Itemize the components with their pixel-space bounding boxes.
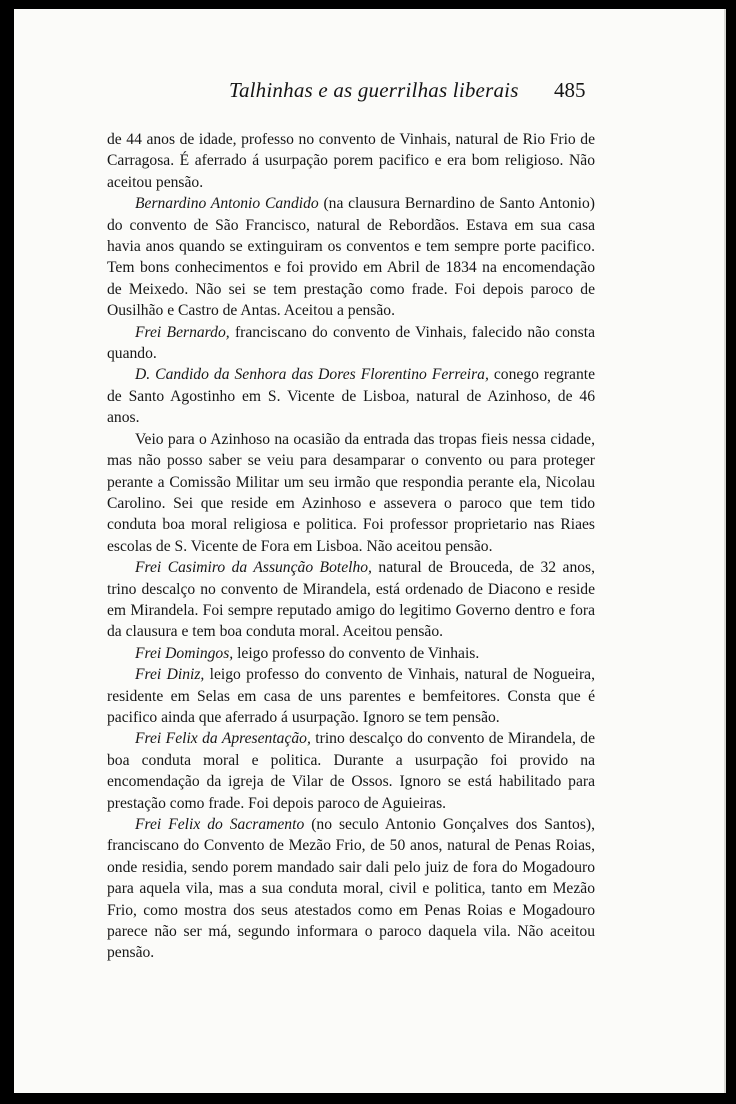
paragraph-3 [107,322,595,365]
paragraph-text: leigo professo do convento de Vinhais. [233,644,480,662]
page-header [14,78,724,108]
entry-name: Frei Casimiro da Assunção Botelho, [135,559,372,577]
page-body [107,129,595,964]
page-number: 485 [554,78,586,102]
entry-name: Frei Diniz, [135,666,205,684]
paragraph-text: trino descalço do convento de Mirandela, de boa conduta moral e politica. Durante a usurpação foi provido na encomendação da igreja de Vilar de Ossos. Ignoro se está habilitado para prestação como frade. Foi depois paroco de Aguieiras. [107,730,596,812]
paragraph-text: natural de Brouceda, de 32 anos, trino descalço no convento de Mirandela, está ordenado de Diacono e reside em Mirandela. Foi sempre reputado amigo do legitimo Governo dentro e fora da clausura e tem boa conduta moral. Aceitou pensão. [107,559,596,641]
paragraph-5 [107,429,595,557]
book-page [14,9,726,1093]
paragraph-text: franciscano do convento de Vinhais, falecido não consta quando. [107,323,596,363]
paragraph-text: (na clausura Bernardino de Santo Antonio) do convento de São Francisco, natural de Rebordãos. Estava em sua casa havia anos quando se extinguiram os conventos e tem sempre porte pacifico. Tem bons conhecimentos e foi provido em Abril de 1834 na encomendação de Meixedo. Não sei se tem prestação como frade. Foi depois paroco de Ousilhão e Castro de Antas. Aceitou a pensão. [107,195,595,320]
entry-name: Frei Felix do Sacramento [135,816,305,833]
paragraph-7 [107,643,595,664]
paragraph-text: Veio para o Azinhoso na ocasião da entrada das tropas fieis nessa cidade, mas não posso saber se veiu para desamparar o convento ou para proteger perante a Comissão Militar um seu irmão que respondia perante ela, Nicolau Carolino. Sei que reside em Azinhoso e assevera o paroco que tem tido conduta boa moral religiosa e politica. Foi professor proprietario nas Riaes escolas de S. Vicente de Fora em Lisboa. Não aceitou pensão. [107,430,595,555]
paragraph-text: conego regrante de Santo Agostinho em S. Vicente de Lisboa, natural de Azinhoso, de 46 anos. [107,366,596,427]
paragraph-6 [107,557,595,643]
paragraph-4 [107,364,595,428]
entry-name: Frei Domingos, [135,644,234,662]
paragraph-text: leigo professo do convento de Vinhais, natural de Nogueira, residente em Selas em casa de uns parentes e bemfeitores. Consta que é pacifico ainda que aferrado á usurpação. Ignoro se tem pensão. [107,666,595,726]
paragraph-2 [107,193,595,321]
entry-name: Frei Bernardo, [135,323,230,341]
entry-name: Frei Felix da Apresentação, [135,730,311,748]
paragraph-10 [107,814,595,964]
paragraph-8 [107,664,595,728]
paragraph-9 [107,728,595,814]
paragraph-1 [107,129,595,193]
paragraph-text: (no seculo Antonio Gonçalves dos Santos), franciscano do Convento de Mezão Frio, de 50 anos, natural de Penas Roias, onde residia, sendo porem mandado sair dali pelo juiz de fora do Mogadouro para aquela vila, mas a sua conduta moral, civil e politica, tanto em Mezão Frio, como mostra dos seus atestados como em Penas Roias e Mogadouro parece não ser má, segundo informara o paroco daquela vila. Não aceitou pensão. [107,816,595,962]
running-title: Talhinhas e as guerrilhas liberais [229,78,519,102]
entry-name: D. Candido da Senhora das Dores Florentino Ferreira, [135,366,489,384]
paragraph-text: de 44 anos de idade, professo no convento de Vinhais, natural de Rio Frio de Carragosa. É aferrado á usurpação porem pacifico e era bom religioso. Não aceitou pensão. [107,131,595,191]
entry-name: Bernardino Antonio Candido [135,195,319,213]
